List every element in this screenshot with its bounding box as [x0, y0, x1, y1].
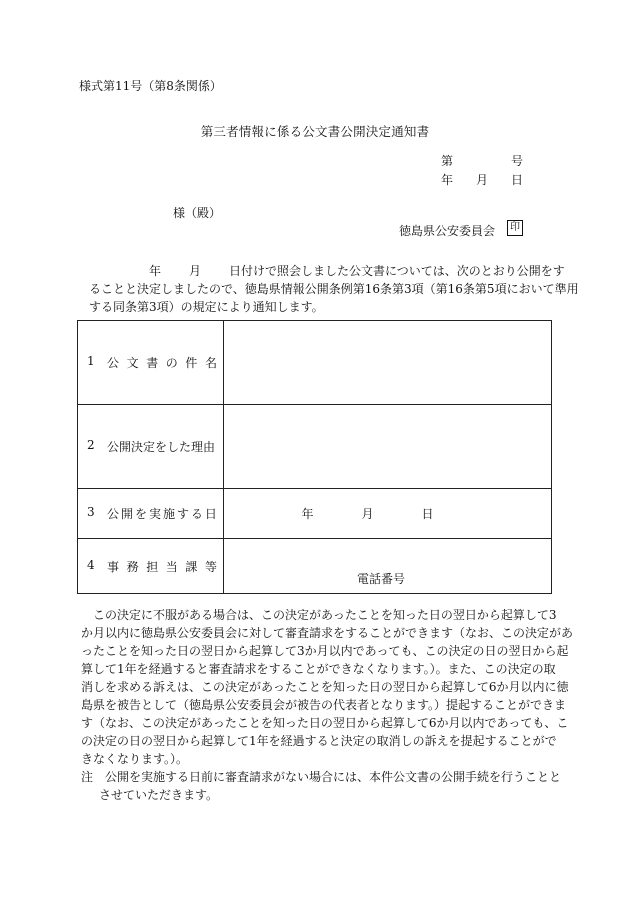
label-char: 文 — [126, 356, 139, 370]
label-char: る — [190, 507, 203, 521]
disclosure-date-value — [224, 489, 552, 539]
addressee: 様（殿） — [173, 206, 222, 220]
issue-number-suffix: 号 — [511, 154, 524, 168]
footnote-line-2: させていただきます。 — [99, 788, 219, 802]
label-char: 公 — [107, 356, 120, 370]
notice-line: 島県を被告として（徳島県公安委員会が被告の代表者となります。）提起することができま — [81, 698, 567, 712]
table-row — [78, 489, 552, 539]
document-title: 第三者情報に係る公文書公開決定通知書 — [200, 124, 430, 139]
notice-line: の決定の日の翌日から起算して1年を経過すると決定の取消しの訴えを提起することがで — [81, 734, 557, 748]
issuer-name: 徳島県公安委員会 — [399, 224, 496, 238]
row-label-cell — [78, 489, 224, 539]
notice-line: この決定に不服がある場合は、この決定があったことを知った日の翌日から起算して3 — [93, 608, 557, 622]
label-char: 書 — [146, 356, 159, 370]
row-label-cell — [78, 321, 224, 405]
label-char: を — [134, 507, 147, 521]
table-row — [78, 405, 552, 489]
label-char: 課 — [185, 559, 198, 574]
issue-date-day: 日 — [511, 173, 524, 187]
notice-line: か月以内に徳島県公安委員会に対して審査請求をすることができます（なお、この決定があ — [81, 626, 574, 640]
label-char: 公 — [107, 507, 120, 521]
decision-reason-value — [224, 405, 552, 489]
table-row — [78, 321, 552, 405]
row-number: 3 — [87, 505, 95, 519]
footnote-line-1: 注 公開を実施する日前に審査請求がない場合には、本件公文書の公開手続を行うことと — [81, 770, 562, 784]
details-table — [77, 320, 552, 594]
label-char: 日 — [204, 507, 217, 521]
label-char: 件 — [185, 356, 198, 370]
seal-box: 印 — [507, 220, 523, 236]
issue-date-month: 月 — [476, 173, 489, 187]
notice-line: 算して1年を経過すると審査請求をすることができなくなります。）。また、この決定の取 — [81, 662, 556, 676]
intro-month: 月 — [189, 264, 202, 278]
footnote — [81, 768, 562, 804]
document-name-value — [224, 321, 552, 405]
disclosure-date-day: 日 — [421, 507, 434, 521]
label-char: 等 — [204, 559, 217, 574]
row-number: 1 — [87, 354, 95, 368]
disclosure-date-year: 年 — [301, 507, 314, 521]
notice-line: 消しを求める訴えは、この決定があったことを知った日の翌日から起算して6か月以内に徳 — [81, 680, 569, 694]
issue-number-prefix: 第 — [441, 154, 454, 168]
label-char: の — [165, 356, 178, 370]
intro-line-1 — [95, 262, 565, 280]
phone-number-label: 電話番号 — [357, 572, 406, 586]
row-label-cell — [78, 405, 224, 489]
intro-line-2: ることと決定しましたので、徳島県情報公開条例第16条第3項（第16条第5項において準用 — [89, 282, 579, 296]
label-char: 務 — [126, 559, 139, 574]
label-char: 担 — [146, 559, 159, 574]
appeal-notice — [81, 606, 574, 768]
label-char: 実 — [148, 507, 161, 521]
label-char: す — [176, 507, 189, 521]
intro-line-1-text: 日付けで照会しました公文書については、次のとおり公開をす — [229, 264, 565, 278]
notice-line: ったことを知った日の翌日から起算して3か月以内であっても、この決定の日の翌日から起 — [81, 644, 569, 658]
issue-date-year: 年 — [441, 173, 454, 187]
table-row — [78, 539, 552, 594]
label-char: 施 — [162, 507, 175, 521]
disclosure-date-month: 月 — [361, 507, 374, 521]
intro-line-3: する同条第3項）の規定により通知します。 — [89, 300, 324, 314]
label-char: 開 — [120, 507, 133, 521]
label-char: 当 — [165, 559, 178, 574]
intro-paragraph — [89, 262, 579, 316]
label-char: 事 — [107, 559, 120, 574]
row-number: 4 — [87, 557, 95, 572]
notice-line: す（なお、この決定があったことを知った日の翌日から起算して6か月以内であっても、こ — [81, 716, 569, 730]
label-char: 名 — [204, 356, 217, 370]
contact-office-value — [224, 539, 552, 594]
row-label: 公開決定をした理由 — [107, 440, 216, 454]
notice-line: きなくなります。）。 — [81, 752, 189, 766]
form-number: 様式第11号（第8条関係） — [79, 79, 222, 93]
row-number: 2 — [87, 438, 95, 452]
row-label-cell — [78, 539, 224, 594]
intro-year: 年 — [149, 264, 162, 278]
